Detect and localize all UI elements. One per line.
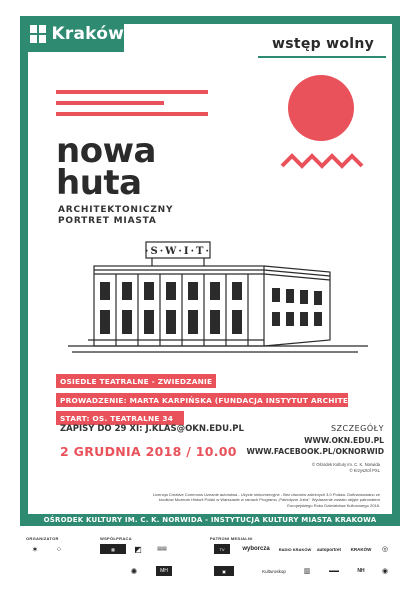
radio-krakow-logo: RADIO KRAKÓW — [278, 546, 312, 552]
heritage-logo-icon: ✺ — [130, 566, 138, 576]
media-label: PATRONI MEDIALNI — [210, 536, 253, 541]
title-line-2: huta — [56, 163, 142, 203]
tv-channel-logo-icon: ▣ — [214, 566, 234, 576]
copyright-line-2: © Krzysztof PXL — [349, 468, 380, 473]
title-line-1: nowa — [56, 131, 156, 171]
entry-underline — [258, 56, 386, 58]
decor-line — [56, 90, 208, 94]
krakow-media-logo: KRAKÓW — [350, 546, 372, 552]
decor-zigzag — [280, 152, 364, 170]
facebook-link[interactable]: WWW.FACEBOOK.PL/OKNORWID — [246, 447, 384, 456]
krakow-logo-icon — [30, 25, 46, 43]
partner-logo-icon: ⁘ — [55, 544, 63, 554]
sponsor-logos — [0, 530, 420, 594]
nh-logo: NH — [357, 568, 365, 574]
copyright-line-1: © Ośrodek Kultury im. C. K. Norwida — [311, 462, 380, 467]
decor-line — [56, 112, 208, 116]
autoportret-logo: autoportret — [317, 546, 341, 552]
info-guide: PROWADZENIE: MARTA KARPIŃSKA (FUNDACJA INSTYTUT ARCHITEKTURY) — [56, 393, 348, 407]
norwid-logo-icon: ✶ — [31, 544, 39, 554]
brand-name: Kraków — [51, 24, 124, 44]
decor-circle — [288, 75, 354, 141]
kulturoskop-logo: Kulturoskop — [262, 568, 286, 574]
circle-logo-icon: ◉ — [381, 568, 389, 575]
registration-info: ZAPISY DO 29 XI: J.KLAS@OKN.EDU.PL — [60, 424, 244, 434]
wyborcza-logo: wyborcza — [242, 546, 270, 552]
license-text: Licencja Creative Commons Uznanie autorstwa - Użycie niekomercyjne - Bez utworów zależnych 3.0 Polska. Dofinansowano ze środków Muzeum Historii Polski w Warszawie w ramach Programu „Patriotyzm Jutra”. Wydarzenie zostało objęte patronatem Europejskiego Roku Dziedzictwa Kulturowego 2018. — [153, 492, 380, 508]
cooperation-label: WSPÓŁPRACA — [100, 536, 132, 541]
decor-line — [56, 101, 164, 105]
institute-logo-icon: ◩ — [134, 544, 142, 554]
subtitle-line-2: PORTRET MIASTA — [58, 216, 157, 226]
tvp-logo-icon: TV — [214, 544, 230, 554]
website-link[interactable]: WWW.OKN.EDU.PL — [304, 436, 384, 445]
footer-band: OŚRODEK KULTURY IM. C. K. NORWIDA - INSTYTUCJA KULTURY MIASTA KRAKOWA — [20, 514, 400, 526]
krakow-brand-block — [20, 16, 124, 52]
details-label: SZCZEGÓŁY — [330, 424, 384, 433]
fundacja-logo-icon: ▤▤ — [157, 546, 167, 552]
subtitle-line-1: ARCHITEKTONICZNY — [58, 205, 174, 215]
radio-logo-icon: ▥ — [303, 568, 311, 575]
organizer-label: ORGANIZATOR — [26, 536, 59, 541]
magazine-logo-icon: ◎ — [381, 546, 389, 553]
event-date: 2 GRUDNIA 2018 / 10.00 — [60, 444, 237, 459]
swit-theatre-illustration — [68, 236, 368, 356]
theatre-sign: ·S·W·I·T· — [145, 246, 211, 257]
info-start: START: OS. TEATRALNE 34 — [56, 411, 184, 425]
free-entry-label: wstęp wolny — [272, 36, 375, 52]
info-venue: OSIEDLE TEATRALNE - ZWIEDZANIE — [56, 374, 216, 388]
museum-logo-icon: ▦ — [100, 544, 126, 554]
mhp-logo-icon: MH — [156, 566, 172, 576]
portal-logo-icon: ▬▬ — [329, 568, 339, 574]
